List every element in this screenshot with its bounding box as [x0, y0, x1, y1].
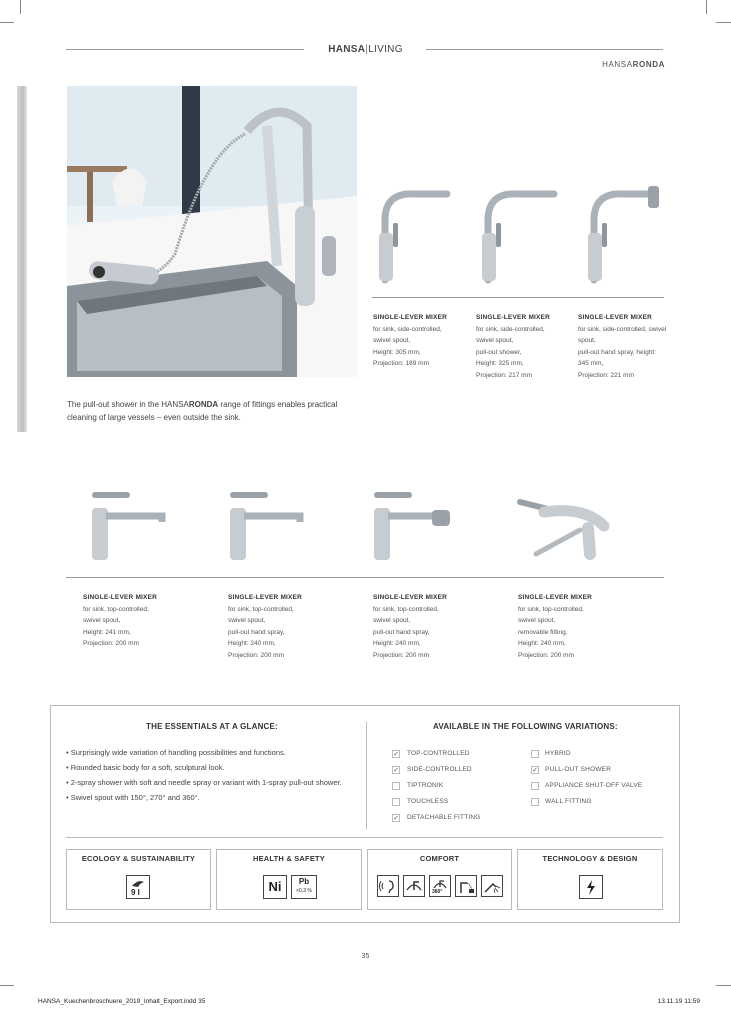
variation-label: TOUCHLESS [407, 798, 449, 805]
checkbox-appliance-shut-off-valve [531, 782, 539, 790]
variation-label: TOP-CONTROLLED [407, 750, 470, 757]
series-name: HANSARONDA [602, 60, 665, 69]
product-image-top-3 [580, 182, 665, 285]
hero-caption: The pull-out shower in the HANSARONDA range of fittings enables practical cleaning of large vessels – even outside the sink. [67, 400, 338, 422]
checkbox-detachable-fitting: ✓ [393, 815, 399, 822]
product-spec-bottom-4: SINGLE-LEVER MIXER for sink, top-controlled, swivel spout, removable fitting, Height: 240 mm, Projection: 200 mm [518, 594, 593, 659]
header-rule-left [66, 49, 304, 50]
bottom-products-rule [66, 577, 664, 578]
variations-title: AVAILABLE IN THE FOLLOWING VARIATIONS: [433, 722, 618, 731]
box-divider-vertical [366, 722, 367, 829]
crop-mark [716, 985, 731, 986]
category-title: COMFORT [419, 854, 460, 863]
checkbox-top-controlled: ✓ [393, 751, 399, 758]
product-image-top-1 [371, 185, 451, 285]
product-image-top-2 [474, 185, 559, 285]
essentials-bullets [66, 745, 356, 805]
box-divider-horizontal [66, 837, 663, 838]
print-slug-date: 13.11.19 11:59 [657, 998, 700, 1005]
crop-mark [20, 0, 21, 14]
sound-icon [377, 875, 399, 897]
crop-mark [706, 0, 707, 14]
category-technology-design [517, 849, 663, 910]
variation-label: TIPTRONIK [407, 782, 444, 789]
lightning-icon [579, 875, 603, 899]
variation-label: PULL-OUT SHOWER [545, 766, 612, 773]
product-spec-top-2: SINGLE-LEVER MIXER for sink, side-controlled, swivel spout, pull-out shower, Height: 325 mm, Projection: 217 mm [476, 314, 551, 379]
bullet-item: • Surprisingly wide variation of handling possibilities and functions. [66, 748, 286, 757]
product-image-bottom-3 [368, 488, 458, 563]
category-title: TECHNOLOGY & DESIGN [542, 854, 638, 863]
variation-label: DETACHABLE FITTING [407, 814, 481, 821]
nickel-icon: Ni [263, 875, 287, 899]
category-title: ECOLOGY & SUSTAINABILITY [81, 854, 196, 863]
variation-label: WALL FITTING [545, 798, 592, 805]
hero-kitchen-photo [67, 86, 357, 377]
category-title: HEALTH & SAFETY [252, 854, 326, 863]
sidebar-tab [17, 86, 27, 432]
spray-icon [481, 875, 503, 897]
product-spec-bottom-3: SINGLE-LEVER MIXER for sink, top-controlled, swivel spout, pull-out hand spray, Height: 240 mm, Projection: 200 mm [373, 594, 448, 659]
product-image-bottom-1 [86, 488, 168, 563]
swivel-360-icon: 360° [429, 875, 451, 897]
essentials-title: THE ESSENTIALS AT A GLANCE: [146, 722, 278, 731]
checkbox-touchless [392, 798, 400, 806]
category-health-safety [216, 849, 362, 910]
crop-mark [0, 985, 14, 986]
page-number: 35 [361, 953, 370, 960]
variation-label: SIDE-CONTROLLED [407, 766, 472, 773]
crop-mark [0, 22, 14, 23]
header-rule-right [426, 49, 663, 50]
variation-label: HYBRID [545, 750, 571, 757]
checkbox-side-controlled: ✓ [393, 767, 399, 774]
product-spec-bottom-2: SINGLE-LEVER MIXER for sink, top-controlled, swivel spout, pull-out hand spray, Height: 240 mm, Projection: 200 mm [228, 594, 303, 659]
water-9l-icon: 9 l [126, 875, 150, 899]
checkbox-tiptronik [392, 782, 400, 790]
swivel-icon [403, 875, 425, 897]
variation-label: APPLIANCE SHUT-OFF VALVE [545, 782, 643, 789]
checkbox-wall-fitting [531, 798, 539, 806]
checkbox-pull-out-shower: ✓ [532, 767, 538, 774]
category-ecology [66, 849, 211, 910]
product-image-bottom-2 [224, 488, 306, 563]
checkbox-hybrid [531, 750, 539, 758]
print-slug-file: HANSA_Kuechenbroschuere_2019_Inhalt_Export.indd 35 [38, 998, 206, 1005]
bullet-item: • 2-spray shower with soft and needle spray or variant with 1-spray pull-out shower. [66, 778, 342, 787]
crop-mark [716, 22, 731, 23]
lead-icon: Pb <0,3 % [291, 875, 317, 899]
category-comfort [367, 849, 512, 910]
product-image-bottom-4 [514, 488, 614, 563]
bullet-item: • Rounded basic body for a soft, sculptural look. [66, 763, 225, 772]
brand-title: HANSA|LIVING [328, 44, 403, 55]
product-spec-top-3: SINGLE-LEVER MIXER for sink, side-controlled, swivel spout, pull-out hand spray, height: 345 mm, Projection: 221 mm [578, 314, 667, 379]
pull-out-icon [455, 875, 477, 897]
product-spec-top-1: SINGLE-LEVER MIXER for sink, side-controlled, swivel spout, Height: 305 mm, Projection: 189 mm [373, 314, 448, 368]
bullet-item: • Swivel spout with 150°, 270° and 360°. [66, 793, 200, 802]
top-products-rule [372, 297, 664, 298]
product-spec-bottom-1: SINGLE-LEVER MIXER for sink, top-controlled, swivel spout, Height: 241 mm, Projection: 200 mm [83, 594, 158, 648]
